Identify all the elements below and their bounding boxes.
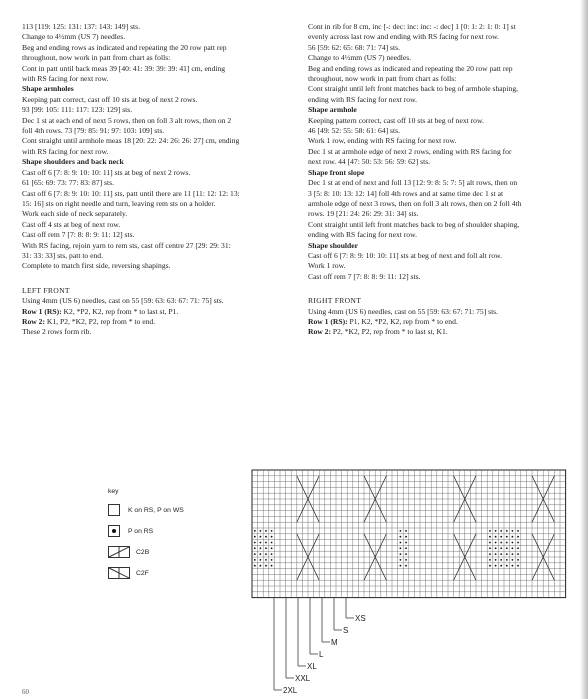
key-label: C2B (136, 548, 150, 556)
text-line: armhole edge of next 3 rows, then on foll 3 alt rows, then on 2 foll 4th (308, 198, 522, 208)
size-label: XXL (295, 674, 311, 683)
purl-dot (500, 542, 502, 544)
text-line: Row 2: K1, P2, *K2, P2, rep from * to end. (22, 316, 156, 326)
text-line: Beg and ending rows as indicated and repeating the 20 row patt rep (308, 63, 513, 73)
text-line: 113 [119: 125: 131: 137: 143: 149] sts. (22, 22, 140, 31)
text-line: Beg and ending rows as indicated and repeating the 20 row patt rep (22, 42, 227, 52)
purl-dot (271, 565, 273, 567)
purl-dot (517, 565, 519, 567)
text-line: Cast off 4 sts at beg of next row. (22, 219, 121, 229)
purl-dot (512, 530, 514, 532)
text-line: next row. 44 [47: 50: 53: 56: 59: 62] sts. (308, 157, 431, 167)
section-heading: Shape shoulders and back neck (22, 157, 124, 167)
page-number: 60 (22, 688, 29, 696)
text-line: Row 2: P2, *K2, P2, rep from * to last st, K1. (308, 327, 448, 337)
text-line: 56 [59: 62: 65: 68: 71: 74] sts. (308, 42, 400, 52)
purl-dot (265, 530, 267, 532)
size-label: S (343, 626, 349, 635)
key-item-purl (108, 522, 184, 540)
purl-dot (254, 547, 256, 549)
purl-dot (400, 542, 402, 544)
purl-dot (517, 553, 519, 555)
size-label: L (319, 650, 324, 659)
purl-dot (500, 536, 502, 538)
purl-dot (405, 547, 407, 549)
text-line: Keeping patt correct, cast off 10 sts at beg of next 2 rows. (22, 94, 198, 104)
purl-dot (506, 536, 508, 538)
text-line: Dec 1 st at each end of next 5 rows, then on foll 3 alt rows, then on 2 (22, 115, 232, 125)
text-line: 46 [49: 52: 55: 58: 61: 64] sts. (308, 126, 400, 136)
purl-dot (506, 559, 508, 561)
purl-dot (400, 553, 402, 555)
text-line: Cast off 6 [7: 8: 9: 10: 10: 11] sts, patt until there are 11 [11: 12: 12: 13: (22, 188, 240, 198)
purl-dot (517, 530, 519, 532)
text-line: With RS facing, rejoin yarn to rem sts, cast off centre 27 [29: 29: 31: (22, 240, 231, 250)
text-line: Using 4mm (US 6) needles, cast on 55 [59: 63: 63: 67: 71: 75] sts. (22, 296, 224, 306)
purl-dot (512, 542, 514, 544)
purl-dot (512, 553, 514, 555)
text-line: Work each side of neck separately. (22, 209, 128, 219)
purl-dot (254, 536, 256, 538)
purl-dot (271, 559, 273, 561)
purl-dot (265, 553, 267, 555)
key-label: P on RS (128, 527, 154, 535)
text-line: evenly across last row and ending with RS facing for next row. (308, 32, 499, 42)
dot-square-icon (108, 525, 120, 537)
purl-dot (271, 553, 273, 555)
purl-dot (405, 565, 407, 567)
size-label: XS (355, 614, 366, 623)
purl-dot (500, 559, 502, 561)
text-line: 15: 16] sts on right needle and turn, leaving rem sts on a holder. (22, 198, 216, 208)
text-line: Cont straight until left front matches back to beg of armhole shaping, (308, 84, 519, 94)
purl-dot (400, 530, 402, 532)
spacer (22, 272, 300, 282)
c2f-cable-icon (108, 567, 130, 579)
text-line: Cont in rib for 8 cm, inc [-: dec: inc: inc: -: dec] 1 [0: 1: 2: 1: 0: 1] st (308, 22, 516, 31)
purl-dot (489, 553, 491, 555)
purl-dot (260, 536, 262, 538)
purl-dot (260, 542, 262, 544)
spacer (308, 282, 584, 292)
text-line: 3 [5: 8: 10: 13: 12: 14] foll 4th rows and at same time dec 1 st at (308, 188, 504, 198)
purl-dot (271, 542, 273, 544)
purl-dot (400, 559, 402, 561)
text-line: Change to 4½mm (US 7) needles. (22, 32, 126, 42)
size-label: M (331, 638, 338, 647)
section-heading: Shape armhole (308, 105, 357, 115)
purl-dot (512, 536, 514, 538)
purl-dot (400, 536, 402, 538)
purl-dot (260, 530, 262, 532)
purl-dot (506, 530, 508, 532)
purl-dot (254, 565, 256, 567)
text-line: Complete to match first side, reversing shapings. (22, 261, 171, 271)
purl-dot (254, 530, 256, 532)
text-line: Cont in patt until back meas 39 [40: 41: 39: 39: 39: 41] cm, ending (22, 63, 226, 73)
empty-square-icon (108, 504, 120, 516)
purl-dot (495, 542, 497, 544)
purl-dot (489, 559, 491, 561)
part-heading: LEFT FRONT (22, 285, 70, 295)
text-line: Using 4mm (US 6) needles, cast on 55 [59: 63: 67: 71: 75] sts. (308, 306, 499, 316)
text-line: Cast off 6 [7: 8: 9: 10: 10: 11] sts at beg of next and foll alt row. (308, 250, 502, 260)
chart-key (108, 488, 184, 585)
text-line: Row 1 (RS): K2, *P2, K2, rep from * to last st, P1. (22, 306, 179, 316)
purl-dot (489, 542, 491, 544)
purl-dot (260, 547, 262, 549)
text-line: 93 [99: 105: 111: 117: 123: 129] sts. (22, 105, 133, 115)
text-line: Cast off 6 [7: 8: 9: 10: 10: 11] sts at beg of next 2 rows. (22, 167, 191, 177)
text-line: Work 1 row, ending with RS facing for next row. (308, 136, 457, 146)
purl-dot (512, 547, 514, 549)
text-line: Keeping pattern correct, cast off 10 sts at beg of next row. (308, 115, 484, 125)
text-line: These 2 rows form rib. (22, 327, 92, 337)
purl-dot (265, 559, 267, 561)
purl-dot (489, 547, 491, 549)
text-line: with RS facing for next row. (22, 146, 109, 156)
purl-dot (405, 542, 407, 544)
text-line: 31: 33: 33] sts, patt to end. (22, 250, 103, 260)
key-label: C2F (136, 569, 149, 577)
purl-dot (517, 536, 519, 538)
purl-dot (495, 547, 497, 549)
text-line: 61 [65: 69: 73: 77: 83: 87] sts. (22, 178, 114, 188)
purl-dot (500, 553, 502, 555)
purl-dot (517, 559, 519, 561)
purl-dot (506, 565, 508, 567)
purl-dot (265, 536, 267, 538)
text-line: Cont straight until armhole meas 18 [20: 22: 24: 26: 26: 27] cm, ending (22, 136, 240, 146)
purl-dot (512, 565, 514, 567)
section-heading: Shape shoulder (308, 240, 359, 250)
purl-dot (495, 530, 497, 532)
knitting-chart (250, 468, 576, 694)
purl-dot (260, 559, 262, 561)
purl-dot (405, 559, 407, 561)
key-item-c2f (108, 564, 184, 582)
purl-dot (495, 536, 497, 538)
purl-dot (506, 547, 508, 549)
section-heading: Shape front slope (308, 167, 365, 177)
purl-dot (265, 542, 267, 544)
text-line: throughout, now work in patt from chart as folls: (308, 74, 457, 84)
key-item-knit (108, 501, 184, 519)
text-line: Work 1 row. (308, 261, 346, 271)
purl-dot (271, 530, 273, 532)
part-heading: RIGHT FRONT (308, 296, 362, 306)
size-label: XL (307, 662, 317, 671)
purl-dot (260, 553, 262, 555)
text-line: Cont straight until left front matches back to beg of shoulder shaping, (308, 219, 520, 229)
purl-dot (271, 547, 273, 549)
text-line: Dec 1 st at armhole edge of next 2 rows, ending with RS facing for (308, 146, 512, 156)
purl-dot (506, 542, 508, 544)
purl-dot (405, 553, 407, 555)
text-line: ending with RS facing for next row. (308, 94, 417, 104)
purl-dot (489, 530, 491, 532)
purl-dot (517, 547, 519, 549)
key-item-c2b (108, 543, 184, 561)
purl-dot (500, 547, 502, 549)
purl-dot (495, 559, 497, 561)
text-line: with RS facing for next row. (22, 74, 109, 84)
c2b-cable-icon (108, 546, 130, 558)
text-line: Row 1 (RS): P1, K2, *P2, K2, rep from * to end. (308, 316, 458, 326)
purl-dot (506, 553, 508, 555)
text-line: Dec 1 st at end of next and foll 13 [12: 9: 8: 5: 7: 5] alt rows, then on (308, 178, 518, 188)
purl-dot (489, 536, 491, 538)
right-text-column (308, 22, 584, 338)
text-line: Cast off rem 7 [7: 8: 8: 9: 11: 12] sts. (308, 271, 421, 281)
purl-dot (400, 547, 402, 549)
purl-dot (489, 565, 491, 567)
purl-dot (405, 536, 407, 538)
text-line: foll 4th rows. 73 [79: 85: 91: 97: 103: 109] sts. (22, 126, 165, 136)
purl-dot (500, 530, 502, 532)
purl-dot (265, 547, 267, 549)
purl-dot (405, 530, 407, 532)
purl-dot (400, 565, 402, 567)
key-title: key (108, 488, 119, 495)
purl-dot (517, 542, 519, 544)
text-line: Cast off rem 7 [7: 8: 8: 9: 11: 12] sts. (22, 230, 135, 240)
purl-dot (260, 565, 262, 567)
purl-dot (265, 565, 267, 567)
purl-dot (254, 542, 256, 544)
purl-dot (254, 559, 256, 561)
purl-dot (500, 565, 502, 567)
purl-dot (254, 553, 256, 555)
page-gutter-shadow (580, 0, 588, 699)
purl-dot (495, 565, 497, 567)
key-label: K on RS, P on WS (128, 506, 184, 514)
section-heading: Shape armholes (22, 84, 74, 94)
text-line: throughout, now work in patt from chart as folls: (22, 53, 171, 63)
purl-dot (512, 559, 514, 561)
text-line: rows. 19 [21: 24: 26: 29: 31: 34] sts. (308, 209, 419, 219)
text-line: Change to 4½mm (US 7) needles. (308, 53, 412, 63)
purl-dot (495, 553, 497, 555)
purl-dot (271, 536, 273, 538)
text-line: ending with RS facing for next row. (308, 230, 417, 240)
size-label: 2XL (283, 686, 298, 694)
left-text-column (22, 22, 300, 338)
